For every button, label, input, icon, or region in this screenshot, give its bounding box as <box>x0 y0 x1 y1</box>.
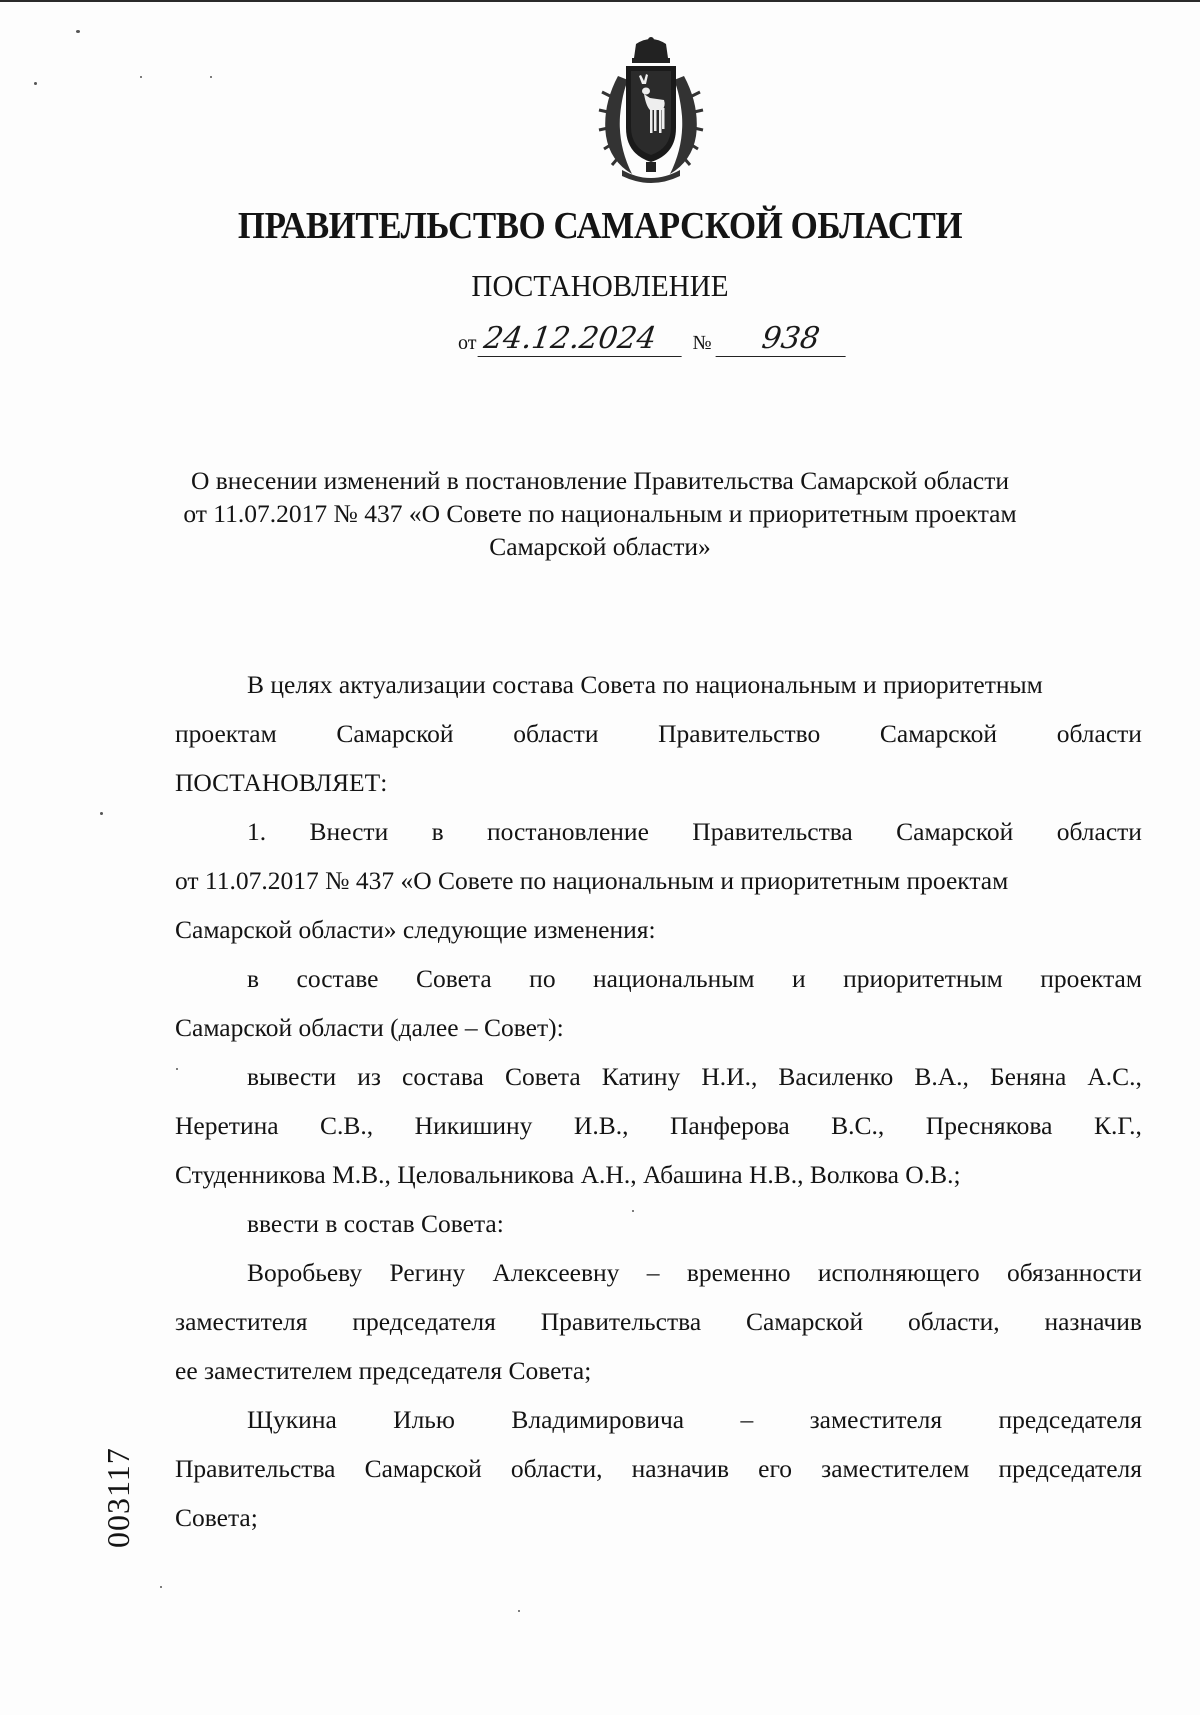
body-line: Студенникова М.В., Целовальникова А.Н., Абашина Н.В., Волкова О.В.; <box>175 1160 961 1189</box>
document-body <box>175 660 1142 1542</box>
document-type: ПОСТАНОВЛЕНИЕ <box>471 268 729 303</box>
body-line: Совета; <box>175 1503 258 1532</box>
body-word: председателя <box>998 1405 1142 1434</box>
handwritten-date: 24.12.2024 <box>478 322 687 357</box>
body-line <box>175 709 1142 758</box>
scan-speck <box>34 82 37 85</box>
body-word: Самарской <box>746 1307 864 1336</box>
body-word: в <box>247 964 260 993</box>
body-word: Алексеевну <box>492 1258 620 1287</box>
body-word: области, <box>510 1454 603 1483</box>
body-word: Самарской <box>896 817 1014 846</box>
body-word: назначив <box>631 1454 730 1483</box>
body-word: Правительства <box>175 1454 336 1483</box>
body-word: В.А., <box>914 1062 969 1091</box>
body-word: Щукина <box>247 1405 337 1434</box>
body-word: председателя <box>998 1454 1142 1483</box>
body-word: Правительство <box>658 719 821 748</box>
body-word: Н.И., <box>701 1062 758 1091</box>
body-word: постановление <box>487 817 649 846</box>
body-word: А.С., <box>1087 1062 1142 1091</box>
number-prefix: № <box>692 332 712 354</box>
body-word: назначив <box>1044 1307 1142 1336</box>
body-word: Владимировича <box>511 1405 685 1434</box>
subject-line: от 11.07.2017 № 437 «О Совете по национальным и приоритетным проектам <box>183 499 1017 528</box>
subject-line: О внесении изменений в постановление Правительства Самарской области <box>190 466 1010 495</box>
scan-speck <box>518 1610 520 1612</box>
body-word: области <box>1056 817 1142 846</box>
body-word: 1. <box>247 817 267 846</box>
body-word: из <box>357 1062 381 1091</box>
body-line: ПОСТАНОВЛЯЕТ: <box>175 768 388 797</box>
government-title: ПРАВИТЕЛЬСТВО САМАРСКОЙ ОБЛАСТИ <box>237 205 963 247</box>
body-word: И.В., <box>573 1111 629 1140</box>
body-line: В целях актуализации состава Совета по национальным и приоритетным <box>247 670 1043 699</box>
body-word: вывести <box>247 1062 337 1091</box>
body-line <box>175 1248 1142 1297</box>
body-word: Василенко <box>778 1062 894 1091</box>
body-line <box>175 1297 1142 1346</box>
date-prefix: от <box>458 332 477 354</box>
body-line: Самарской области» следующие изменения: <box>175 915 656 944</box>
body-word: заместителем <box>821 1454 970 1483</box>
body-word: области <box>1056 719 1142 748</box>
body-word: и <box>791 964 806 993</box>
body-line: от 11.07.2017 № 437 «О Совете по национальным и приоритетным проектам <box>175 866 1009 895</box>
body-word: Воробьеву <box>247 1258 363 1287</box>
body-word: исполняющего <box>817 1258 980 1287</box>
scan-speck <box>100 812 103 815</box>
body-word: приоритетным <box>843 964 1003 993</box>
body-word: проектам <box>175 719 277 748</box>
margin-stamp-number: 003117 <box>100 1447 136 1548</box>
scan-speck <box>160 1586 162 1588</box>
body-word: Илью <box>393 1405 455 1434</box>
body-word: проектам <box>1040 964 1142 993</box>
body-word: Самарской <box>879 719 998 748</box>
body-word: председателя <box>352 1307 496 1336</box>
coat-of-arms-emblem <box>588 36 714 184</box>
body-word: Катину <box>601 1062 681 1091</box>
body-word: Никишину <box>414 1111 533 1140</box>
body-word: – <box>646 1258 660 1287</box>
body-word: Неретина <box>175 1111 279 1140</box>
body-line <box>175 954 1142 1003</box>
body-word: временно <box>686 1258 791 1287</box>
scan-speck <box>210 76 212 78</box>
body-line <box>175 1395 1142 1444</box>
body-word: заместителя <box>809 1405 943 1434</box>
body-word: обязанности <box>1006 1258 1142 1287</box>
body-word: Внести <box>309 817 389 846</box>
document-subject <box>150 464 1050 563</box>
scan-top-edge <box>0 0 1200 2</box>
body-line: ввести в состав Совета: <box>247 1209 504 1238</box>
body-word: Беняна <box>989 1062 1067 1091</box>
body-word: Правительства <box>692 817 853 846</box>
date-number-line <box>458 322 848 357</box>
body-line: Самарской области (далее – Совет): <box>175 1013 564 1042</box>
body-line <box>175 1101 1142 1150</box>
body-word: области <box>513 719 599 748</box>
body-word: в <box>431 817 444 846</box>
body-word: области, <box>908 1307 1000 1336</box>
body-line: ее заместителем председателя Совета; <box>175 1356 592 1385</box>
body-word: Совета <box>415 964 492 993</box>
body-word: составе <box>296 964 379 993</box>
body-line <box>175 1052 1142 1101</box>
body-word: Панферова <box>669 1111 790 1140</box>
body-word: В.С., <box>831 1111 885 1140</box>
body-word: Самарской <box>336 719 454 748</box>
body-word: Регину <box>389 1258 466 1287</box>
body-word: К.Г., <box>1093 1111 1142 1140</box>
scan-speck <box>76 30 80 33</box>
body-word: – <box>740 1405 754 1434</box>
body-word: состава <box>402 1062 484 1091</box>
body-line <box>175 807 1142 856</box>
body-line <box>175 1444 1142 1493</box>
body-word: по <box>529 964 556 993</box>
handwritten-number: 938 <box>715 322 850 357</box>
body-word: его <box>758 1454 793 1483</box>
scan-speck <box>140 76 142 78</box>
body-word: Правительства <box>540 1307 702 1336</box>
subject-line: Самарской области» <box>489 532 711 561</box>
body-word: С.В., <box>320 1111 374 1140</box>
body-word: заместителя <box>175 1307 308 1336</box>
body-word: национальным <box>593 964 755 993</box>
body-word: Самарской <box>364 1454 482 1483</box>
body-word: Совета <box>504 1062 581 1091</box>
body-word: Преснякова <box>925 1111 1053 1140</box>
